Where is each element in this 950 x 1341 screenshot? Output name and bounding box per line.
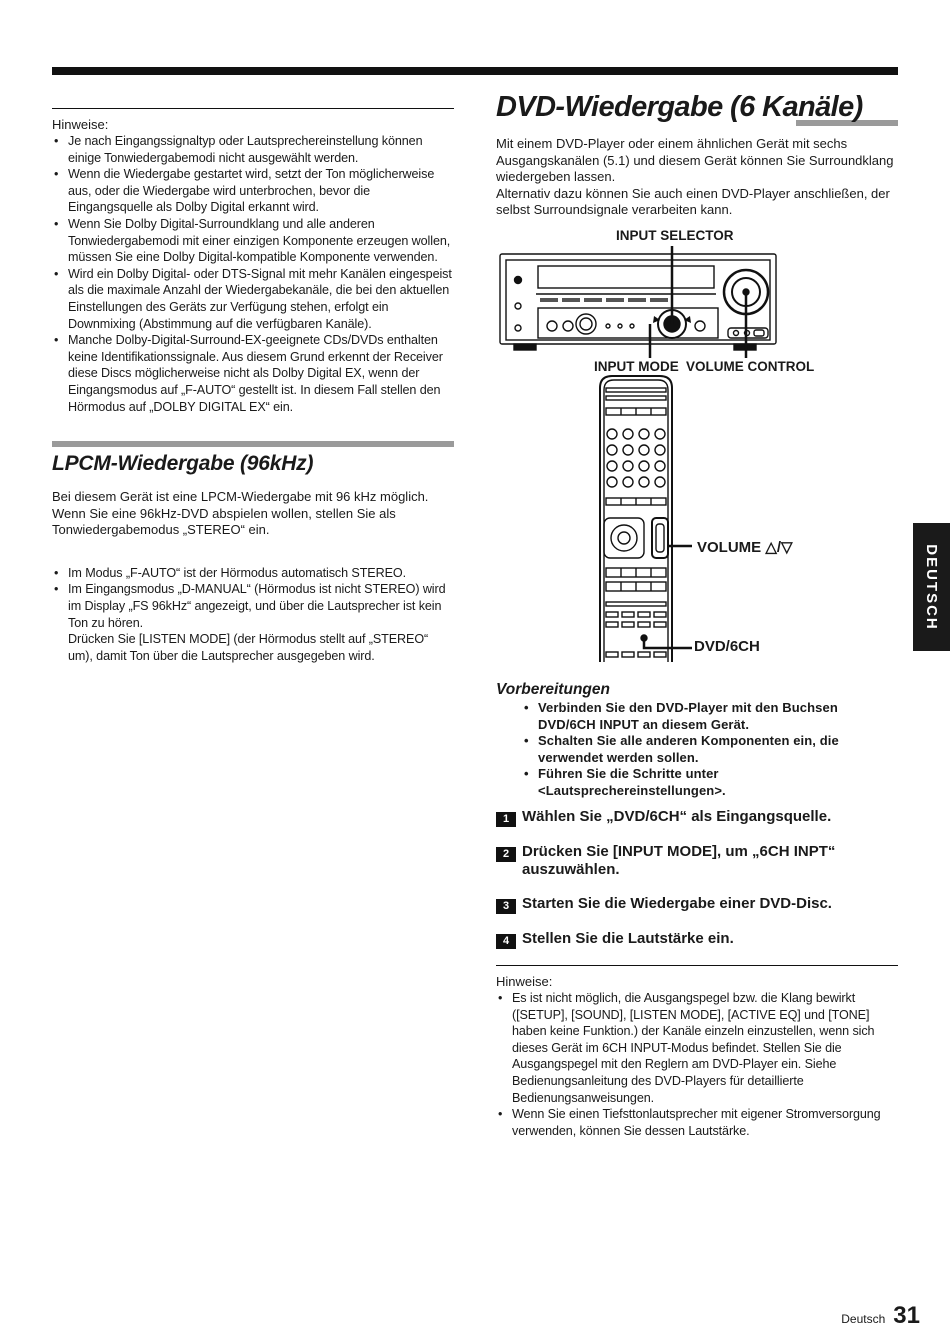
list-item: • Führen Sie die Schritte unter <Lautsprechereinstellungen>.: [522, 766, 898, 799]
list-item-text: Im Eingangsmodus „D-MANUAL“ (Hörmodus ist nicht STEREO) wird im Display „FS 96kHz“ angezeigt, und über die Lautsprecher ist kein Ton zu hören.: [68, 582, 446, 630]
step: [496, 895, 898, 914]
page-number: 31: [893, 1302, 920, 1329]
step: [496, 843, 898, 879]
top-rule: [52, 67, 898, 75]
steps: [496, 808, 898, 965]
notes-heading: Hinweise:: [496, 974, 553, 989]
step-number: 1: [496, 812, 516, 827]
left-column: [52, 108, 454, 664]
list-item: • Im Modus „F-AUTO“ ist der Hörmodus automatisch STEREO.: [52, 565, 454, 582]
receiver-remote-illustration: [496, 228, 826, 668]
volume-label: VOLUME △/▽: [697, 539, 793, 556]
prep-title: Vorbereitungen: [496, 681, 610, 698]
list-item: [52, 581, 454, 664]
intro-paragraph: [496, 136, 898, 219]
list-item: • Schalten Sie alle anderen Komponenten ein, die verwendet werden sollen.: [522, 733, 898, 766]
lpcm-title: LPCM-Wiedergabe (96kHz): [52, 452, 314, 476]
notes-heading: Hinweise:: [52, 117, 109, 132]
list-item: • Je nach Eingangssignaltyp oder Lautsprechereinstellung können einige Tonwiedergabemodi nicht ausgewählt werden.: [52, 133, 454, 166]
prep-list: [522, 700, 898, 800]
step: [496, 808, 898, 827]
notes-list: [496, 990, 898, 1139]
lpcm-intro: Bei diesem Gerät ist eine LPCM-Wiedergabe mit 96 kHz möglich. Wenn Sie eine 96kHz-DVD abspielen wollen, stellen Sie als Tonwiedergabemodus „STEREO“ ein.: [52, 489, 429, 538]
list-item: • Es ist nicht möglich, die Ausgangspegel bzw. die Klang bewirkt ([SETUP], [SOUND], [LISTEN MODE], [ACTIVE EQ] und [TONE] haben keine Funktion.) der Kanäle einzeln einzustellen, wenn sich dieses Gerät im 6CH INPUT-Modus befindet. Stellen Sie die Ausgangspegel mit den Reglern am DVD-Player ein. Siehe Bedienungsanleitung des DVD-Players für detaillierte Bedienungsanweisungen.: [496, 990, 898, 1106]
volume-control-label: VOLUME CONTROL: [686, 359, 815, 374]
list-item: • Wenn Sie einen Tiefsttonlautsprecher mit eigener Stromversorgung verwenden, können Sie dessen Lautstärke.: [496, 1106, 898, 1139]
step-number: 4: [496, 934, 516, 949]
step: [496, 930, 898, 949]
step-number: 3: [496, 899, 516, 914]
step-text: Starten Sie die Wiedergabe einer DVD-Disc.: [522, 895, 832, 912]
language-tab: [913, 523, 950, 651]
intro-text-1: Mit einem DVD-Player oder einem ähnlichen Gerät mit sechs Ausgangskanälen (5.1) und diesem Gerät können Sie Surroundklang wiedergeben lassen.: [496, 136, 894, 185]
notes-rule: [496, 965, 898, 966]
footer-language: Deutsch: [841, 1312, 886, 1326]
dvd6ch-label: DVD/6CH: [694, 638, 760, 655]
step-text: Drücken Sie [INPUT MODE], um „6CH INPT“ auszuwählen.: [522, 843, 836, 878]
input-mode-label: INPUT MODE: [594, 359, 679, 374]
list-item-continuation: Drücken Sie [LISTEN MODE] (der Hörmodus stellt auf „STEREO“ um), damit Ton über die Lautsprecher ausgegeben wird.: [68, 632, 429, 663]
page-title: DVD-Wiedergabe (6 Kanäle): [496, 91, 863, 123]
list-item: • Wenn Sie Dolby Digital-Surroundklang und alle anderen Tonwiedergabemodi mit einer einzigen Komponente erzeugen wollen, müssen Sie eine Dolby Digital-kompatible Komponente verwenden.: [52, 216, 454, 266]
step-text: Stellen Sie die Lautstärke ein.: [522, 930, 734, 947]
list-item: • Wird ein Dolby Digital- oder DTS-Signal mit mehr Kanälen eingespeist als die maximale Anzahl der Wiedergabekanäle, die bei den aktuellen Einstellungen des Geräts zur Verfügung stehen, erfolgt ein Downmixing (Abstimmung auf die verfügbaren Kanäle).: [52, 266, 454, 332]
right-notes: [496, 965, 898, 1139]
section-bar: [52, 441, 454, 447]
list-item: • Verbinden Sie den DVD-Player mit den Buchsen DVD/6CH INPUT an diesem Gerät.: [522, 700, 898, 733]
lpcm-notes-list: [52, 565, 454, 665]
device-diagram: [496, 228, 826, 668]
step-number: 2: [496, 847, 516, 862]
step-text: Wählen Sie „DVD/6CH“ als Eingangsquelle.: [522, 808, 832, 825]
list-item: • Wenn die Wiedergabe gestartet wird, setzt der Ton möglicherweise aus, oder die Wiedergabe wird unterbrochen, bevor die Eingangsquelle als Dolby Digital erkannt wird.: [52, 166, 454, 216]
preparations: [496, 680, 898, 800]
right-column: [496, 90, 898, 219]
notes-rule: [52, 108, 454, 109]
language-tab-label: DEUTSCH: [923, 543, 941, 631]
input-selector-label: INPUT SELECTOR: [616, 228, 734, 243]
remote-control: [600, 376, 672, 662]
page-footer: [841, 1302, 920, 1330]
list-item: • Manche Dolby-Digital-Surround-EX-geeignete CDs/DVDs enthalten keine Identifikationssignale. Aus diesem Grund erkennt der Receiver diese Discs möglicherweise nicht als Dolby Digital EX, wenn der Eingangsmodus auf „F-AUTO“ gestellt ist. In diesem Fall stellen den Hörmodus auf „DOLBY DIGITAL EX“ ein.: [52, 332, 454, 415]
notes-list: [52, 133, 454, 415]
intro-text-2: Alternativ dazu können Sie auch einen DVD-Player anschließen, der selbst Surroundsignale verarbeiten kann.: [496, 185, 890, 218]
receiver-unit: [500, 254, 776, 350]
